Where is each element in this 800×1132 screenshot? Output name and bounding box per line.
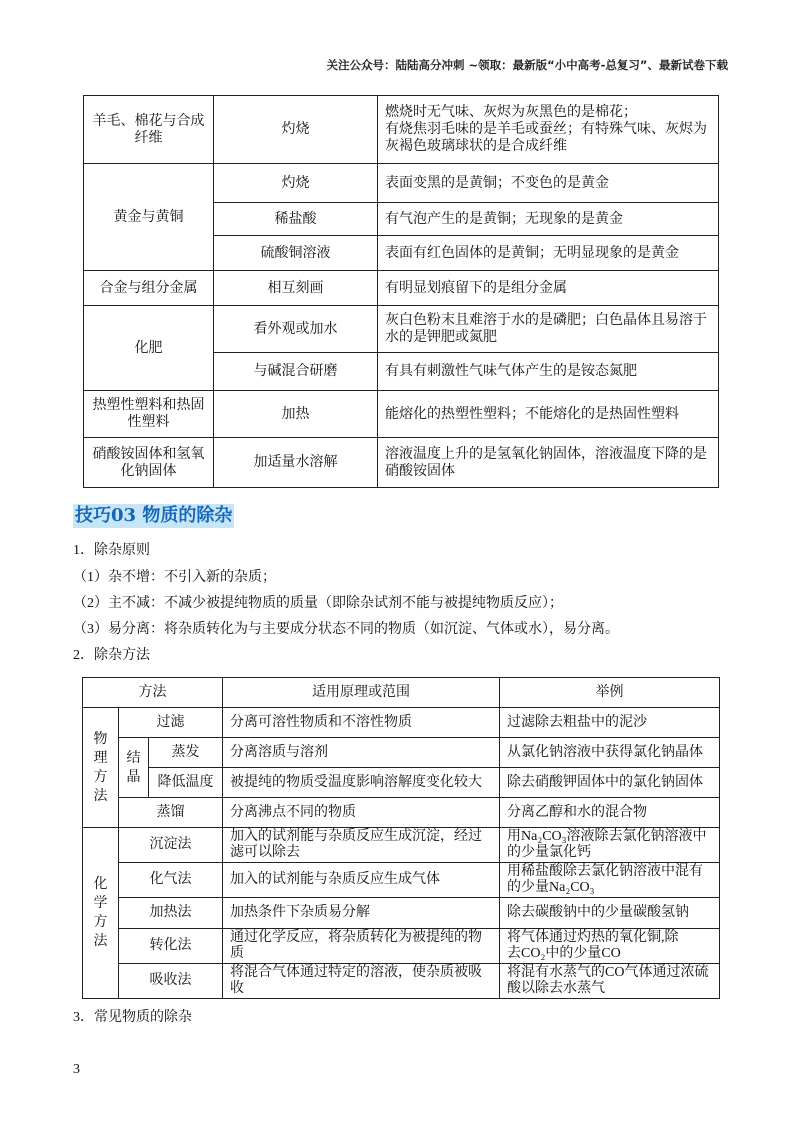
method-example-text: 将气体通过灼热的氧化铜,除 [507,930,679,945]
identify-row [84,306,719,353]
crystallization-label-cell [119,738,149,798]
identify-result-cell: 有具有刺激性气味气体产生的是铵态氮肥 [378,353,719,391]
method-example: 用Na₂CO₃溶液除去氯化钠溶液中的少量氯化钙 [500,828,720,863]
methods-row [83,929,720,964]
method-principle: 加入的试剂能与杂质反应生成气体 [223,863,500,898]
method-principle: 分离沸点不同的物质 [223,798,500,828]
methods-row [83,828,720,863]
identify-method-cell: 加热 [214,391,378,438]
header-principle: 适用原理或范围 [223,678,500,708]
identify-method-cell: 灼烧 [214,96,378,164]
identify-method-cell: 稀盐酸 [214,203,378,236]
principle-item: （1）杂不增：不引入新的杂质； [73,570,276,585]
methods-table [82,677,720,999]
method-example [500,929,720,964]
method-example: 从氯化钠溶液中获得氯化钠晶体 [500,738,720,768]
identify-row [84,438,719,488]
common-impurities-title: 3．常见物质的除杂 [73,1010,192,1025]
method-principle: 加入的试剂能与杂质反应生成沉淀，经过滤可以除去 [223,828,500,863]
identify-row [84,96,719,164]
method-example: 过滤除去粗盐中的泥沙 [500,708,720,738]
method-name: 吸收法 [119,964,223,999]
principle-item: （2）主不减：不减少被提纯物质的质量（即除杂试剂不能与被提纯物质反应）； [73,596,563,611]
methods-row [83,798,720,828]
identify-result-text: 燃烧时无气味、灰烬为灰黑色的是棉花； [385,105,637,120]
identify-method-cell: 相互刻画 [214,271,378,306]
identify-table [83,95,719,488]
method-name: 转化法 [119,929,223,964]
method-principle: 分离可溶性物质和不溶性物质 [223,708,500,738]
identify-method-cell: 硫酸铜溶液 [214,236,378,271]
methods-row [83,708,720,738]
methods-row [83,863,720,898]
physical-methods-label-cell [83,708,119,828]
page-number: 3 [73,1062,80,1077]
methods-row [83,898,720,929]
method-principle: 通过化学反应，将杂质转化为被提纯的物质 [223,929,500,964]
identify-subject-cell: 黄金与黄铜 [84,164,214,271]
identify-subject-cell: 热塑性塑料和热固性塑料 [84,391,214,438]
identify-method-cell: 与碱混合研磨 [214,353,378,391]
method-principle: 被提纯的物质受温度影响溶解度变化较大 [223,768,500,798]
header-method: 方法 [83,678,223,708]
identify-result-cell: 表面有红色固体的是黄铜；无明显现象的是黄金 [378,236,719,271]
methods-row [83,768,720,798]
method-name: 化气法 [119,863,223,898]
method-example: 除去硝酸钾固体中的氯化钠固体 [500,768,720,798]
principles-title: 1．除杂原则 [73,543,150,558]
header-example: 举例 [500,678,720,708]
identify-method-cell: 加适量水溶解 [214,438,378,488]
identify-subject-cell: 羊毛、棉花与合成纤维 [84,96,214,164]
identify-result-cell: 能熔化的热塑性塑料；不能熔化的是热固性塑料 [378,391,719,438]
method-example-text: 去CO₂中的少量CO [507,946,621,961]
chemical-methods-label: 化学方法 [93,877,108,949]
methods-title: 2．除杂方法 [73,648,150,663]
identify-result-cell: 有明显划痕留下的是组分金属 [378,271,719,306]
method-principle: 将混合气体通过特定的溶液，使杂质被吸收 [223,964,500,999]
identify-subject-cell: 硝酸铵固体和氢氧化钠固体 [84,438,214,488]
methods-row [83,964,720,999]
identify-result-cell: 表面变黑的是黄铜；不变色的是黄金 [378,164,719,203]
crystallization-label: 结晶 [126,750,141,785]
identify-row [84,271,719,306]
header-notice: 关注公众号：陆陆高分冲刺 ~领取：最新版“小中高考-总复习”、最新试卷下载 [326,58,728,72]
methods-row [83,738,720,768]
method-name: 加热法 [119,898,223,929]
method-name: 降低温度 [149,768,223,798]
identify-subject-cell: 合金与组分金属 [84,271,214,306]
identify-result-cell [378,96,719,164]
identify-subject-cell: 化肥 [84,306,214,391]
principle-item: （3）易分离：将杂质转化为与主要成分状态不同的物质（如沉淀、气体或水），易分离。 [73,622,619,637]
method-name: 过滤 [119,708,223,738]
method-example: 分离乙醇和水的混合物 [500,798,720,828]
section-heading: 技巧03 物质的除杂 [75,505,233,526]
chemical-methods-label-cell [83,828,119,999]
identify-result-cell: 溶液温度上升的是氢氧化钠固体，溶液温度下降的是硝酸铵固体 [378,438,719,488]
method-example: 用稀盐酸除去氯化钠溶液中混有的少量Na₂CO₃ [500,863,720,898]
method-name: 蒸发 [149,738,223,768]
method-example: 将混有水蒸气的CO气体通过浓硫酸以除去水蒸气 [500,964,720,999]
identify-method-cell: 看外观或加水 [214,306,378,353]
identify-result-text: 有烧焦羽毛味的是羊毛或蚕丝；有特殊气味、灰烬为灰褐色玻璃球状的是合成纤维 [385,122,707,154]
identify-result-cell: 灰白色粉末且难溶于水的是磷肥；白色晶体且易溶于水的是钾肥或氮肥 [378,306,719,353]
physical-methods-label: 物理方法 [93,731,108,804]
method-example: 除去碳酸钠中的少量碳酸氢钠 [500,898,720,929]
identify-row [84,164,719,203]
identify-result-cell: 有气泡产生的是黄铜；无现象的是黄金 [378,203,719,236]
identify-row [84,391,719,438]
identify-method-cell: 灼烧 [214,164,378,203]
method-name: 蒸馏 [119,798,223,828]
method-name: 沉淀法 [119,828,223,863]
methods-header-row [83,678,720,708]
method-principle: 分离溶质与溶剂 [223,738,500,768]
method-principle: 加热条件下杂质易分解 [223,898,500,929]
